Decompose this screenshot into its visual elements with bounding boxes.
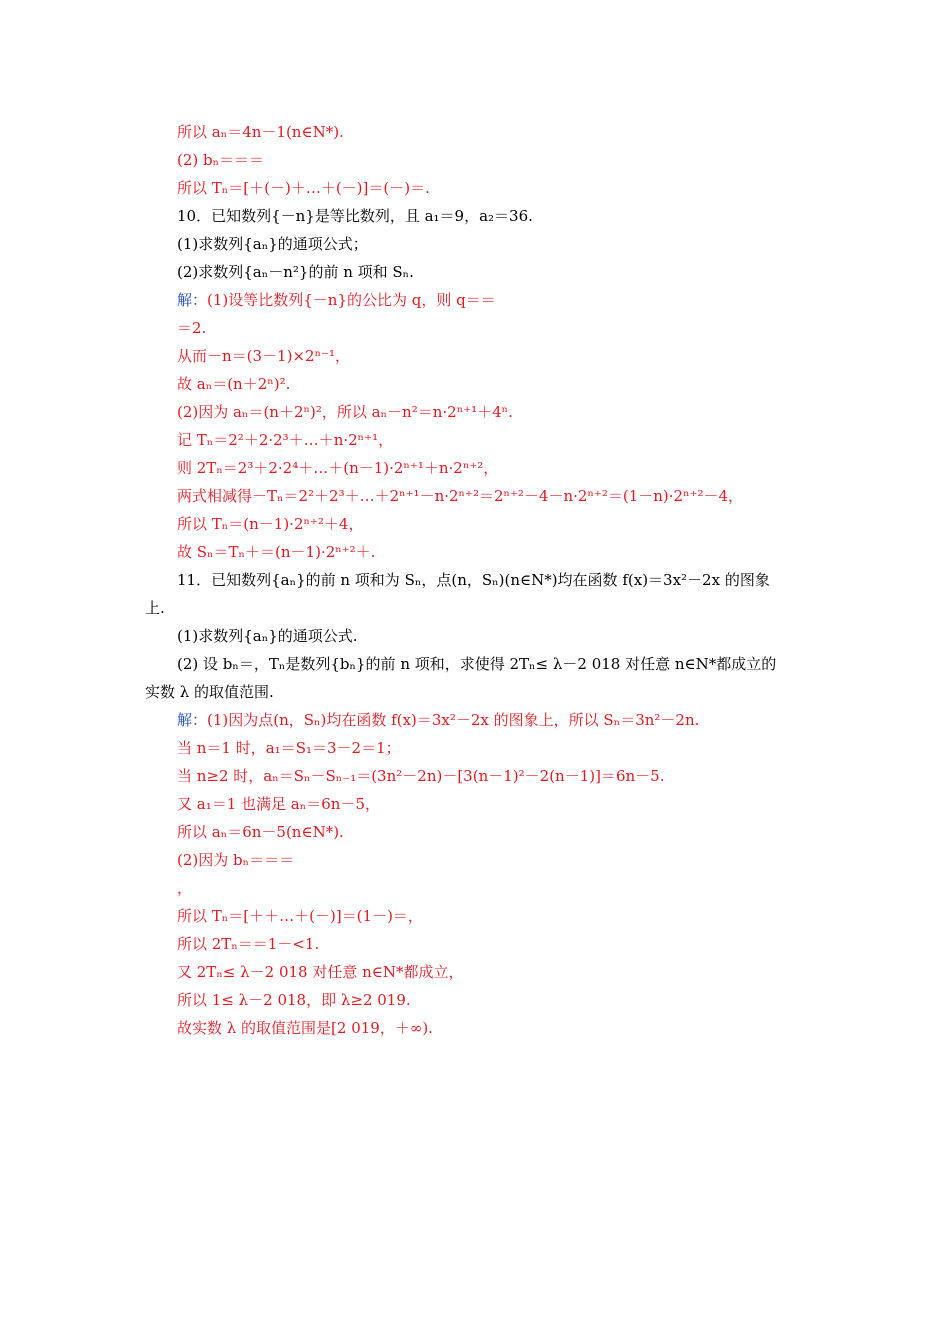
- text-line: (2)因为 aₙ＝(n＋2ⁿ)²，所以 aₙ－n²＝n·2ⁿ⁺¹＋4ⁿ.: [177, 403, 513, 421]
- text-line: 又 2Tₙ≤ λ－2 018 对任意 n∈N*都成立，: [177, 963, 464, 981]
- text-line: 又 a₁＝1 也满足 aₙ＝6n－5，: [177, 795, 380, 813]
- problem-11-part-2: (2) 设 bₙ＝，Tₙ是数列{bₙ}的前 n 项和，求使得 2Tₙ≤ λ－2 018 对任意 n∈N*都成立的: [177, 655, 777, 673]
- problem-11-part-1: (1)求数列{aₙ}的通项公式.: [177, 627, 358, 645]
- text-line: 所以 Tₙ＝[＋＋…＋(－)]＝(1－)＝，: [177, 907, 423, 925]
- text-line: 则 2Tₙ＝2³＋2·2⁴＋…＋(n－1)·2ⁿ⁺¹＋n·2ⁿ⁺²，: [177, 459, 499, 477]
- text-line: (2) bₙ＝＝＝: [177, 151, 265, 169]
- problem-11-statement-cont: 上.: [145, 599, 165, 617]
- text-line: 从而－n＝(3－1)×2ⁿ⁻¹，: [177, 347, 350, 365]
- solution-10-start: [177, 289, 496, 311]
- problem-11-statement: 11．已知数列{aₙ}的前 n 项和为 Sₙ，点(n，Sₙ)(n∈N*)均在函数 f(x)＝3x²－2x 的图象: [177, 571, 770, 589]
- text-line: 所以 2Tₙ＝＝1－<1.: [177, 935, 320, 953]
- text-line: 故 aₙ＝(n＋2ⁿ)².: [177, 375, 291, 393]
- text-line: 两式相减得－Tₙ＝2²＋2³＋…＋2ⁿ⁺¹－n·2ⁿ⁺²＝2ⁿ⁺²－4－n·2ⁿ⁺²＝(1－n)·2ⁿ⁺²－4，: [177, 487, 744, 505]
- solution-text: (1)因为点(n，Sₙ)均在函数 f(x)＝3x²－2x 的图象上，所以 Sₙ＝3n²－2n.: [207, 711, 700, 729]
- solution-label: 解：: [177, 711, 208, 729]
- problem-10-part-2: (2)求数列{aₙ－n²}的前 n 项和 Sₙ.: [177, 263, 414, 281]
- text-line: ，: [177, 879, 193, 897]
- text-line: 所以 Tₙ＝(n－1)·2ⁿ⁺²＋4，: [177, 515, 364, 533]
- text-line: 记 Tₙ＝2²＋2·2³＋…＋n·2ⁿ⁺¹，: [177, 431, 394, 449]
- text-line: (2)因为 bₙ＝＝＝: [177, 851, 295, 869]
- problem-10-statement: 10．已知数列{－n}是等比数列，且 a₁＝9，a₂＝36.: [177, 207, 533, 225]
- text-line: 故 Sₙ＝Tₙ＋＝(n－1)·2ⁿ⁺²＋.: [177, 543, 376, 561]
- text-line: 所以 Tₙ＝[＋(－)＋…＋(－)]＝(－)＝.: [177, 179, 430, 197]
- problem-10-part-1: (1)求数列{aₙ}的通项公式；: [177, 235, 368, 253]
- solution-11-start: [177, 709, 699, 731]
- text-line: 所以 aₙ＝4n－1(n∈N*).: [177, 123, 344, 141]
- text-line: 所以 1≤ λ－2 018，即 λ≥2 019.: [177, 991, 411, 1009]
- text-line: 故实数 λ 的取值范围是[2 019，＋∞).: [177, 1019, 433, 1037]
- solution-text: (1)设等比数列{－n}的公比为 q，则 q＝＝: [207, 291, 496, 309]
- text-line: 所以 aₙ＝6n－5(n∈N*).: [177, 823, 344, 841]
- text-line: ＝2.: [177, 319, 207, 337]
- text-line: 当 n≥2 时，aₙ＝Sₙ－Sₙ₋₁＝(3n²－2n)－[3(n－1)²－2(n－1)]＝6n－5.: [177, 767, 665, 785]
- problem-11-part-2-cont: 实数 λ 的取值范围.: [145, 683, 274, 701]
- text-line: 当 n＝1 时，a₁＝S₁＝3－2＝1；: [177, 739, 401, 757]
- solution-label: 解：: [177, 291, 208, 309]
